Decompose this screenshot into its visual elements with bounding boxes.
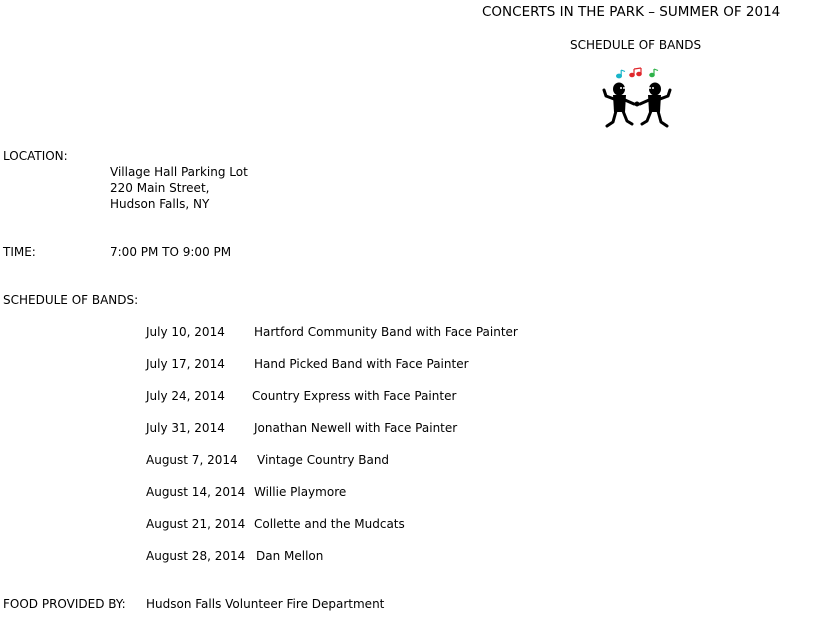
schedule-date: August 7, 2014 (146, 453, 238, 467)
food-value: Hudson Falls Volunteer Fire Department (146, 597, 385, 611)
schedule-date: August 28, 2014 (146, 549, 246, 563)
schedule-band: Jonathan Newell with Face Painter (254, 421, 458, 435)
time-value: 7:00 PM TO 9:00 PM (110, 245, 232, 259)
music-notes-icon (617, 68, 658, 78)
schedule-band: Country Express with Face Painter (252, 389, 457, 403)
schedule-band: Willie Playmore (254, 485, 347, 499)
schedule-band: Collette and the Mudcats (254, 517, 405, 531)
dancing-figures-icon (598, 66, 676, 132)
page-subtitle: SCHEDULE OF BANDS (570, 38, 702, 52)
schedule-band: Dan Mellon (256, 549, 324, 563)
schedule-band: Hartford Community Band with Face Painter (254, 325, 518, 339)
page-title: CONCERTS IN THE PARK – SUMMER OF 2014 (482, 4, 781, 20)
schedule-date: July 17, 2014 (146, 357, 225, 371)
location-line: 220 Main Street, (110, 181, 210, 195)
schedule-date: July 10, 2014 (146, 325, 225, 339)
schedule-band: Vintage Country Band (257, 453, 390, 467)
location-line: Village Hall Parking Lot (110, 165, 248, 179)
left-dancer (604, 83, 634, 127)
location-line: Hudson Falls, NY (110, 197, 210, 211)
schedule-label: SCHEDULE OF BANDS: (3, 293, 139, 307)
schedule-date: August 14, 2014 (146, 485, 246, 499)
schedule-date: July 31, 2014 (146, 421, 225, 435)
right-dancer (640, 83, 670, 127)
location-label: LOCATION: (3, 149, 68, 163)
schedule-date: July 24, 2014 (146, 389, 225, 403)
schedule-date: August 21, 2014 (146, 517, 246, 531)
food-label: FOOD PROVIDED BY: (3, 597, 126, 611)
time-label: TIME: (3, 245, 36, 259)
schedule-band: Hand Picked Band with Face Painter (254, 357, 469, 371)
